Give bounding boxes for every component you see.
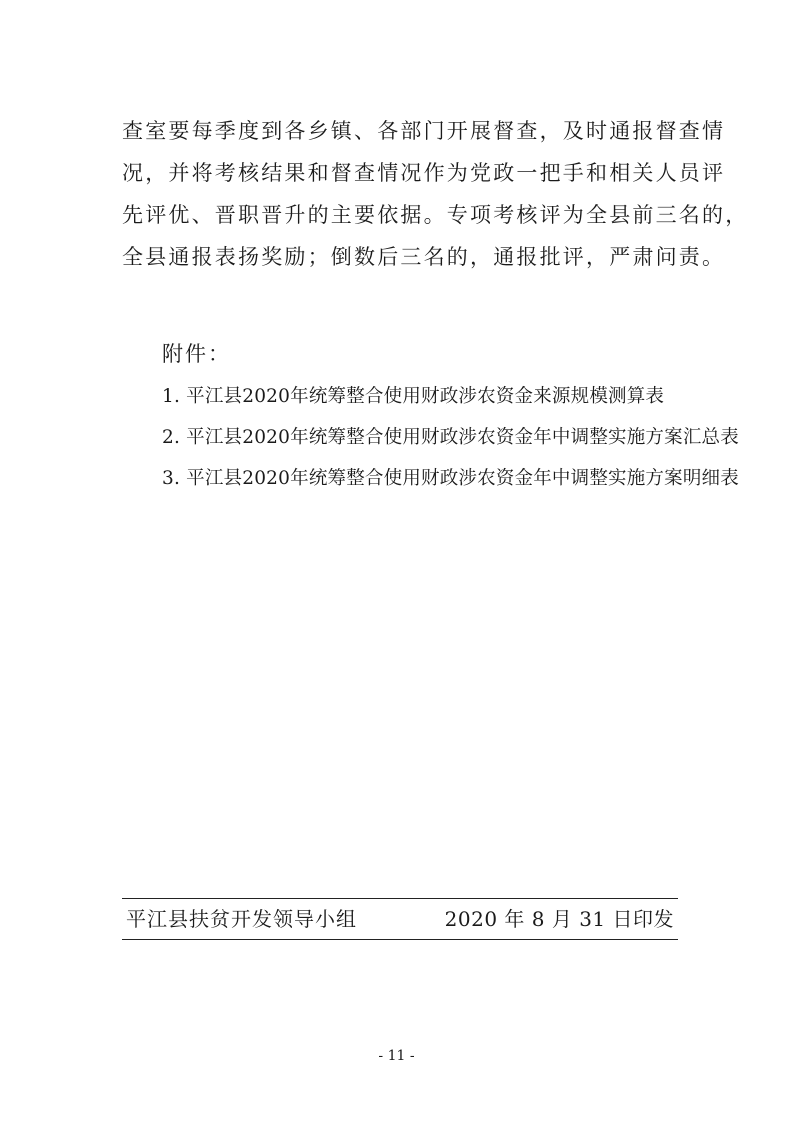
issuing-organization: 平江县扶贫开发领导小组	[126, 907, 357, 931]
imprint-bar	[122, 898, 678, 940]
page-number: - 11 -	[378, 1048, 415, 1064]
attachments-list	[162, 376, 739, 499]
attachment-item: 1. 平江县2020年统筹整合使用财政涉农资金来源规模测算表	[162, 386, 665, 407]
attachment-item: 2. 平江县2020年统筹整合使用财政涉农资金年中调整实施方案汇总表	[162, 427, 739, 448]
attachment-item: 3. 平江县2020年统筹整合使用财政涉农资金年中调整实施方案明细表	[162, 468, 739, 489]
attachments-label: 附件：	[162, 342, 231, 366]
body-line: 全县通报表扬奖励；倒数后三名的，通报批评，严肃问责。	[122, 245, 726, 269]
issue-date: 2020 年 8 月 31 日印发	[444, 907, 674, 931]
body-paragraph	[122, 110, 749, 278]
body-line: 况，并将考核结果和督查情况作为党政一把手和相关人员评	[122, 161, 726, 185]
body-line: 先评优、晋职晋升的主要依据。专项考核评为全县前三名的，	[122, 203, 749, 227]
body-line: 查室要每季度到各乡镇、各部门开展督查，及时通报督查情	[122, 119, 726, 143]
